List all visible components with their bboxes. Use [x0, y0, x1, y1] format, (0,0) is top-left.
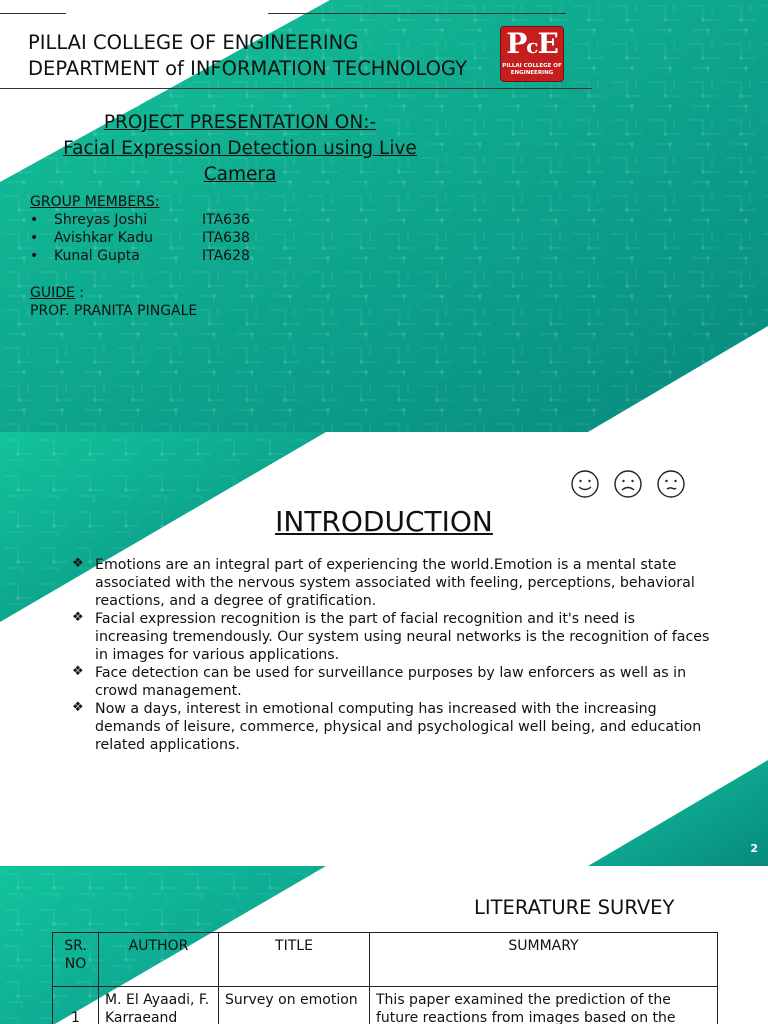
bullet-icon: •: [30, 212, 39, 228]
college-name: [28, 30, 467, 82]
table-row: [53, 987, 718, 1024]
diamond-bullet-icon: ❖: [72, 610, 84, 625]
diamond-bullet-icon: ❖: [72, 700, 84, 715]
page-number: 2: [750, 842, 758, 855]
introduction-bullets: [70, 556, 710, 754]
logo-mark: PcE: [506, 27, 558, 60]
bullet-icon: •: [30, 230, 39, 246]
guide-block: [30, 284, 197, 320]
guide-name: PROF. PRANITA PINGALE: [30, 303, 198, 319]
list-item: ❖ Facial expression recognition is the part of facial recognition and it's need is increasing tremendously. Our system using neural networks is the recognition of faces in images for various applications.: [72, 610, 710, 663]
literature-survey-title: LITERATURE SURVEY: [474, 896, 675, 919]
list-item: ❖ Now a days, interest in emotional computing has increased with the increasing demands of leisure, commerce, physical and psychological well being, and education related applications.: [72, 700, 702, 753]
column-header: SR. NO: [53, 933, 99, 987]
header-rule-bottom: [0, 88, 592, 89]
header-rule-top: [0, 13, 66, 14]
cell-summary: This paper examined the prediction of the future reactions from images based on the: [370, 987, 718, 1024]
column-header: SUMMARY: [370, 933, 718, 987]
group-members: [30, 193, 250, 265]
bullet-icon: •: [30, 248, 39, 264]
project-heading: PROJECT PRESENTATION ON:-: [103, 112, 377, 133]
header-rule-top-right: [268, 13, 566, 14]
list-item: ❖ Emotions are an integral part of experiencing the world.Emotion is a mental state associated with the nervous system associated with feeling, perceptions, behavioral reactions, and a degree of gratification.: [72, 556, 695, 609]
table-header-row: [53, 933, 718, 987]
diamond-bullet-icon: ❖: [72, 556, 84, 571]
member-name: Shreyas Joshi: [54, 212, 148, 228]
member-id: ITA636: [202, 212, 250, 228]
project-title-line-1: Facial Expression Detection using Live: [63, 138, 417, 159]
column-header: AUTHOR: [99, 933, 219, 987]
member-name: Avishkar Kadu: [54, 230, 154, 246]
list-item: ❖ Face detection can be used for surveillance purposes by law enforcers as well as in crowd management.: [72, 664, 687, 699]
slide-literature-survey: [0, 866, 768, 1024]
logo-caption-2: ENGINEERING: [510, 70, 554, 76]
confused-face-icon: [656, 469, 686, 499]
slide-title: [0, 0, 768, 432]
group-members-label: GROUP MEMBERS:: [30, 194, 160, 210]
cell-sr-no: 1: [53, 987, 99, 1024]
member-row: [30, 247, 250, 265]
column-header: TITLE: [219, 933, 370, 987]
college-logo: [500, 26, 564, 82]
project-title-line-2: Camera: [203, 164, 277, 185]
project-heading-block: [28, 110, 452, 188]
smiling-face-icon: [570, 469, 600, 499]
college-line-2: DEPARTMENT of INFORMATION TECHNOLOGY: [28, 57, 467, 80]
teal-corner-bottom-right: [588, 760, 768, 866]
member-row: [30, 211, 250, 229]
member-row: [30, 229, 250, 247]
introduction-title: INTRODUCTION: [275, 505, 493, 538]
cell-author: M. El Ayaadi, F. Karraeand: [99, 987, 219, 1024]
sad-face-icon: [613, 469, 643, 499]
logo-caption-1: PILLAI COLLEGE OF: [502, 63, 562, 69]
guide-separator: :: [74, 285, 85, 301]
member-id: ITA628: [202, 248, 250, 264]
slide-introduction: [0, 432, 768, 866]
member-id: ITA638: [202, 230, 250, 246]
member-name: Kunal Gupta: [54, 248, 140, 264]
guide-label: GUIDE: [30, 285, 75, 301]
diamond-bullet-icon: ❖: [72, 664, 84, 679]
literature-table: [52, 932, 718, 1024]
cell-title: Survey on emotion: [219, 987, 370, 1024]
college-line-1: PILLAI COLLEGE OF ENGINEERING: [28, 31, 359, 54]
emotion-icons: [570, 469, 686, 499]
